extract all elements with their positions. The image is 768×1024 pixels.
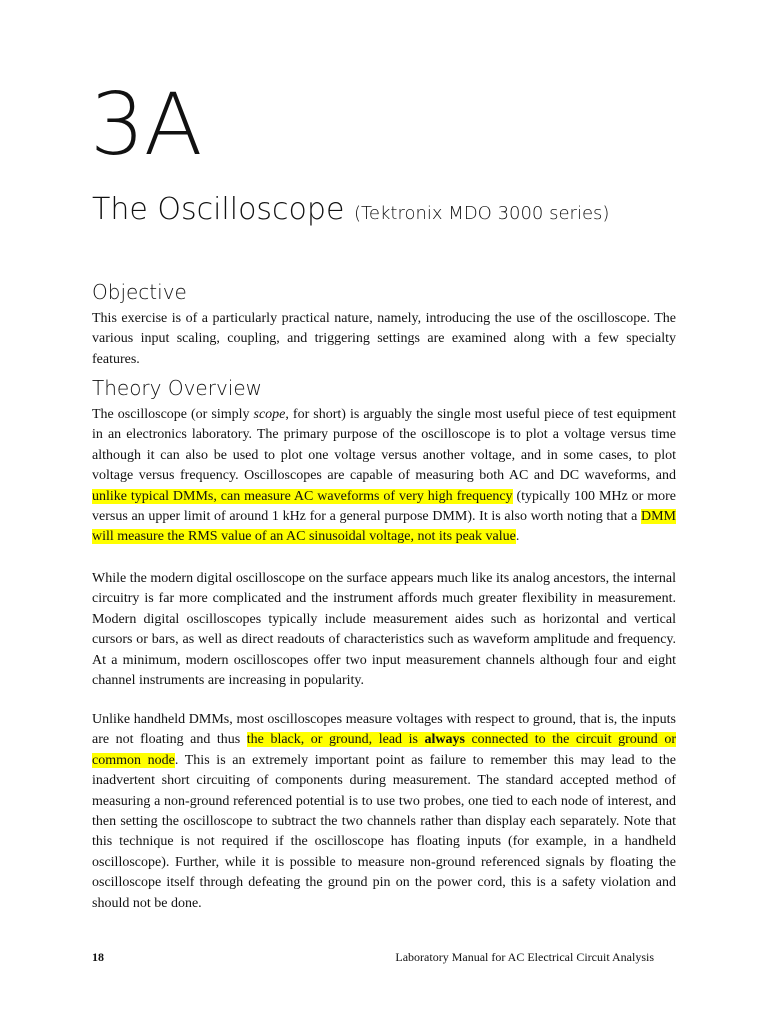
objective-paragraph: This exercise is of a particularly practical nature, namely, introducing the use of the oscilloscope. The various input scaling, coupling, and triggering settings are examined along with a few specialty features. bbox=[92, 311, 676, 367]
theory-p1-text-a: The oscilloscope (or simply bbox=[92, 407, 254, 422]
theory-p3-text-a: Unlike handheld DMMs, most oscilloscopes measure voltages with respect to ground, that is, the inputs are not floating and thus bbox=[92, 712, 676, 748]
page-number: 18 bbox=[92, 950, 104, 964]
footer-book-title: Laboratory Manual for AC Electrical Circuit Analysis bbox=[395, 950, 654, 964]
chapter-number: 3A bbox=[90, 75, 202, 175]
theory-heading: Theory Overview bbox=[92, 376, 263, 400]
highlight-ground-lead-b: connected to the circuit ground or common node bbox=[92, 732, 677, 768]
chapter-subtitle: (Tektronix MDO 3000 series) bbox=[353, 203, 610, 224]
highlight-rms-value: DMM will measure the RMS value of an AC sinusoidal voltage, not its peak value bbox=[92, 509, 676, 545]
theory-p1-text-d: . bbox=[515, 529, 520, 545]
highlight-ground-lead-a: the black, or ground, lead is bbox=[246, 732, 425, 748]
theory-paragraph-3 bbox=[92, 710, 676, 914]
theory-paragraph-2: While the modern digital oscilloscope on the surface appears much like its analog ancestors, the internal circuitry is far more complicated and the instrument affords much greater flexibility in measurement. Modern digital oscilloscopes typically include measurement aides such as horizontal and vertical cursors or bars, as well as direct readouts of characteristics such as waveform amplitude and frequency. At a minimum, modern oscilloscopes offer two input measurement channels although four and eight channel instruments are increasing in popularity. bbox=[92, 571, 676, 689]
theory-p1-text-c: (typically 100 MHz or more versus an upper limit of around 1 kHz for a general purpose DMM). It is also worth noting that a bbox=[92, 488, 676, 525]
always-emphasis: always bbox=[424, 732, 465, 748]
highlight-ac-frequency: unlike typical DMMs, can measure AC waveforms of very high frequency bbox=[92, 488, 513, 504]
objective-heading: Objective bbox=[92, 280, 187, 304]
chapter-title: The Oscilloscope bbox=[92, 192, 345, 227]
theory-p1-text-b: , for short) is arguably the single most useful piece of test equipment in an electronics laboratory. The primary purpose of the oscilloscope is to plot a voltage versus time although it can also be used to plot one voltage versus another voltage, and in some cases, to plot voltage versus frequency. Oscilloscopes are capable of measuring both AC and DC waveforms, and bbox=[92, 407, 676, 484]
scope-term: scope bbox=[253, 407, 286, 422]
theory-paragraph-1 bbox=[92, 405, 676, 548]
theory-p3-text-b: . This is an extremely important point as failure to remember this may lead to the inadvertent short circuiting of components during measurement. The standard accepted method of measuring a non-ground referenced potential is to use two probes, one tied to each node of interest, and then setting the oscilloscope to subtract the two channels rather than display each separately. Note that this technique is not required if the oscilloscope has floating inputs (for example, in a handheld oscilloscope). Further, while it is possible to measure non-ground referenced signals by floating the oscilloscope itself through defeating the ground pin on the power cord, this is a safety violation and should not be done. bbox=[92, 752, 676, 911]
chapter-title-line bbox=[92, 192, 609, 227]
